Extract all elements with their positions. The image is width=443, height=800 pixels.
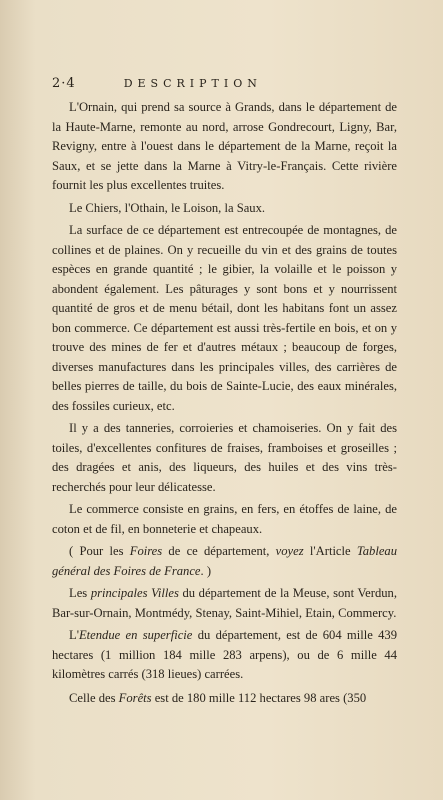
text-run: . ) (200, 563, 212, 578)
italic-term: Foires (129, 544, 163, 558)
running-title: DESCRIPTION (123, 77, 262, 90)
paragraph-industries: Il y a des tanneries, corroieries et chamoiseries. On y fait des toiles, d'excellentes confitures de fraises, framboises et groseilles ; des dragées et anis, des liqueurs, des huiles et des vins très-recherchés pour leur délicatesse. (52, 421, 397, 494)
text-run: du département de la Meuse, sont Verdun, Bar-sur-Ornain, Montmédy, Stenay, Saint-Mihiel, Etain, Commercy. (52, 586, 397, 620)
paragraph-villes (52, 584, 397, 623)
italic-term: Forêts (118, 690, 152, 705)
paragraph-commerce: Le commerce consiste en grains, en fers, en étoffes de laine, de coton et de fil, en bonneterie et chapeaux. (52, 502, 397, 536)
paragraph-forets (52, 689, 397, 709)
italic-term: voyez (275, 544, 304, 558)
paragraph-foires (52, 542, 397, 581)
text-run: L' (69, 628, 79, 642)
paragraph-rivers: Le Chiers, l'Othain, le Loison, la Saux. (69, 200, 266, 215)
page-body (52, 98, 397, 711)
italic-reference: Tableau général des Foires de France (52, 544, 397, 578)
text-run: l'Article (303, 544, 357, 558)
italic-term: principales Villes (90, 586, 179, 600)
paragraph-ornain: L'Ornain, qui prend sa source à Grands, dans le département de la Haute-Marne, remonte au nord, arrose Gondrecourt, Ligny, Bar, Revigny, entre à l'ouest dans le département de la Marne, reçoit la Saux, et se jette dans la Marne à Vitry-le-Français. Cette rivière fournit les plus excellentes truites. (52, 100, 397, 192)
text-run: Celle des (69, 690, 119, 705)
text-run: Les (69, 586, 91, 600)
text-run: du département, est de 604 mille 439 hectares (1 million 184 mille 283 arpens), ou de 6 mille 44 kilomètres carrés (318 lieues) carrées. (52, 628, 398, 681)
italic-term: Etendue en superficie (78, 628, 193, 642)
page-header (52, 76, 399, 91)
text-run: de ce département, (162, 544, 276, 558)
paragraph-etendue (52, 626, 397, 685)
text-run: est de 180 mille 112 hectares 98 ares (350 (151, 690, 367, 705)
text-run: ( Pour les (69, 544, 130, 558)
page-number: 2·4 (52, 76, 76, 91)
paragraph-surface: La surface de ce département est entrecoupée de montagnes, de collines et de plaines. On y recueille du vin et des grains de toutes espèces en grande quantité ; le gibier, la volaille et le poisson y abondent également. Les pâturages y sont bons et y nourrissent quantité de gros et de menu bétail, dont les habitans font un assez bon commerce. Ce département est aussi très-fertile en bois, et on y trouve des mines de fer et d'autres métaux ; beaucoup de forges, diverses manufactures dans les principales villes, des carrières de belles pierres de taille, du bois de Sainte-Lucie, des eaux minérales, des fossiles curieux, etc. (52, 223, 397, 413)
